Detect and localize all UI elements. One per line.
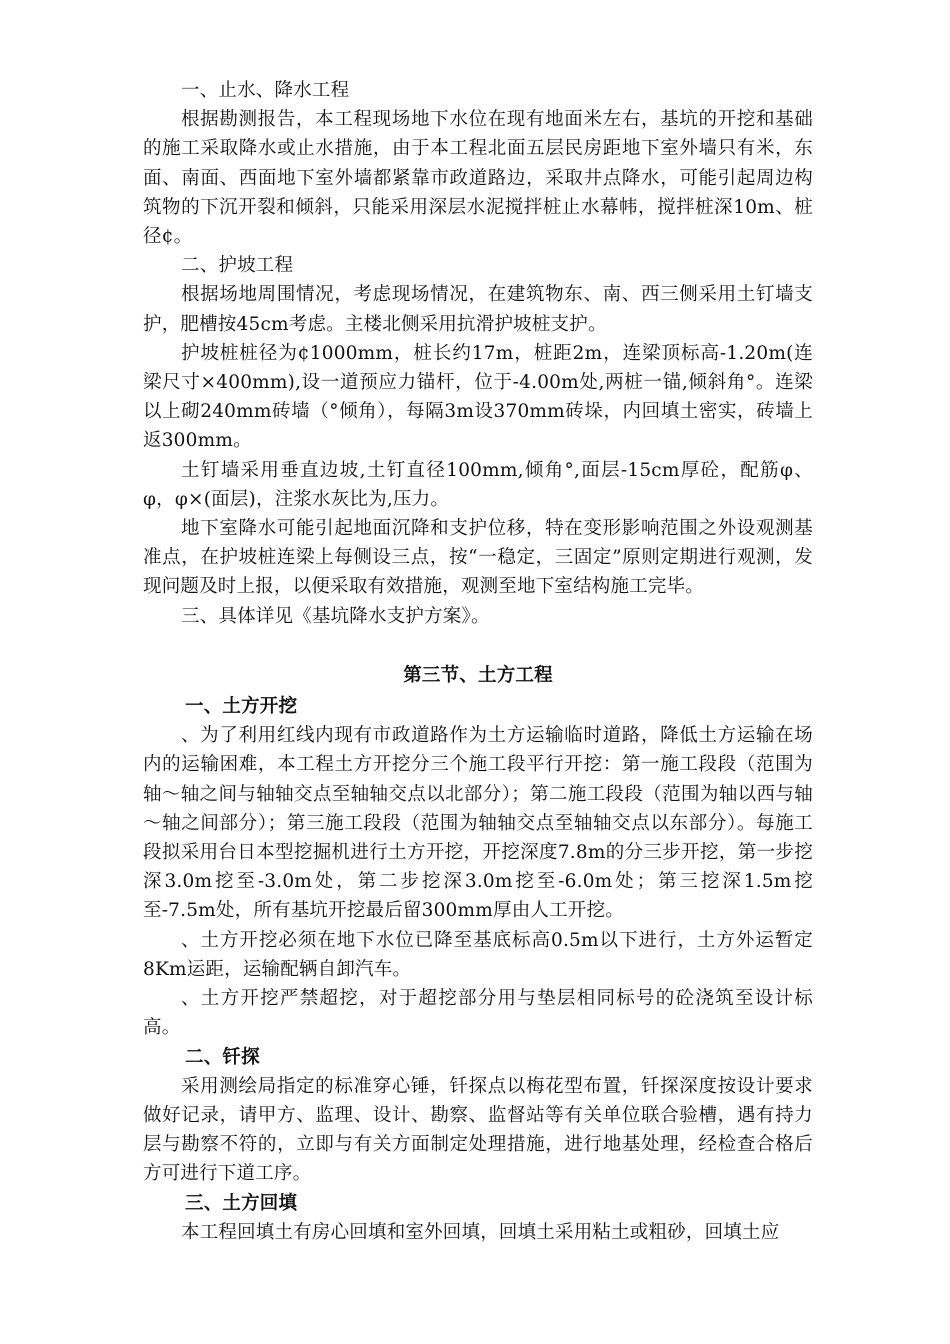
- paragraph-see-plan: 三、具体详见《基坑降水支护方案》。: [181, 605, 490, 627]
- heading-waterproof-dewatering: 一、止水、降水工程: [181, 80, 350, 101]
- document-body: [143, 76, 813, 1247]
- section-title-earthwork: 第三节、土方工程: [403, 664, 553, 686]
- paragraph-pile-specs: 护坡桩桩径为¢1000mm，桩长约17m，桩距2m，连梁顶标高-1.20m(连梁尺寸×400mm),设一道预应力锚杆，位于-4.00m处,两桩一锚,倾斜角°。连梁以上砌240mm砖墙（°倾角），每隔3m设370mm砖垛，内回填土密实，砖墙上返300mm。: [143, 342, 813, 452]
- paragraph-probing: 采用测绘局指定的标准穿心锤，钎探点以梅花型布置，钎探深度按设计要求做好记录，请甲方、监理、设计、勘察、监督站等有关单位联合验槽，遇有持力层与勘察不符的，立即与有关方面制定处理措施，进行地基处理，经检查合格后方可进行下道工序。: [143, 1075, 813, 1185]
- subheading-excavation: 一、土方开挖: [185, 696, 298, 718]
- paragraph-soil-nail-wall: 土钉墙采用垂直边坡,土钉直径100mm,倾角°,面层-15cm厚砼，配筋φ、φ，φ×(面层)，注浆水灰比为,压力。: [143, 459, 813, 510]
- paragraph-backfill: 本工程回填土有房心回填和室外回填，回填土采用粘土或粗砂，回填土应: [181, 1221, 780, 1243]
- paragraph-survey-report: 根据勘测报告，本工程现场地下水位在现有地面米左右，基坑的开挖和基础的施工采取降水或止水措施，由于本工程北面五层民房距地下室外墙只有米，东面、南面、西面地下室外墙都紧靠市政道路边，采取井点降水，可能引起周边构筑物的下沉开裂和倾斜，只能采用深层水泥搅拌桩止水幕帏，搅拌桩深10m、桩径¢。: [143, 109, 813, 248]
- subheading-backfill: 三、土方回填: [185, 1192, 298, 1214]
- paragraph-monitoring: 地下室降水可能引起地面沉降和支护位移，特在变形影响范围之外设观测基准点，在护坡桩连梁上每侧设三点，按“一稳定，三固定”原则定期进行观测，发现问题及时上报，以便采取有效措施，观测至地下室结构施工完毕。: [143, 518, 813, 598]
- subheading-probing: 二、钎探: [185, 1046, 260, 1068]
- paragraph-site-conditions: 根据场地周围情况，考虑现场情况，在建筑物东、南、西三侧采用土钉墙支护，肥槽按45cm考虑。主楼北侧采用抗滑护坡桩支护。: [143, 284, 813, 335]
- paragraph-excavation-water-level: 、土方开挖必须在地下水位已降至基底标高0.5m以下进行，土方外运暂定8Km运距，运输配辆自卸汽车。: [143, 929, 813, 980]
- heading-slope-protection: 二、护坡工程: [181, 255, 294, 277]
- paragraph-no-overexcavation: 、土方开挖严禁超挖，对于超挖部分用与垫层相同标号的砼浇筑至设计标高。: [143, 988, 813, 1039]
- paragraph-excavation-phases: 、为了利用红线内现有市政道路作为土方运输临时道路，降低土方运输在场内的运输困难，本工程土方开挖分三个施工段平行开挖：第一施工段段（范围为轴～轴之间与轴轴交点至轴轴交点以北部分）；第二施工段段（范围为轴以西与轴～轴之间部分）；第三施工段段（范围为轴轴交点至轴轴交点以东部分）。每施工段拟采用台日本型挖掘机进行土方开挖，开挖深度7.8m的分三步开挖，第一步挖深3.0m挖至-3.0m处，第二步挖深3.0m挖至-6.0m处；第三挖深1.5m挖至-7.5m处，所有基坑开挖最后留300mm厚由人工开挖。: [143, 725, 813, 922]
